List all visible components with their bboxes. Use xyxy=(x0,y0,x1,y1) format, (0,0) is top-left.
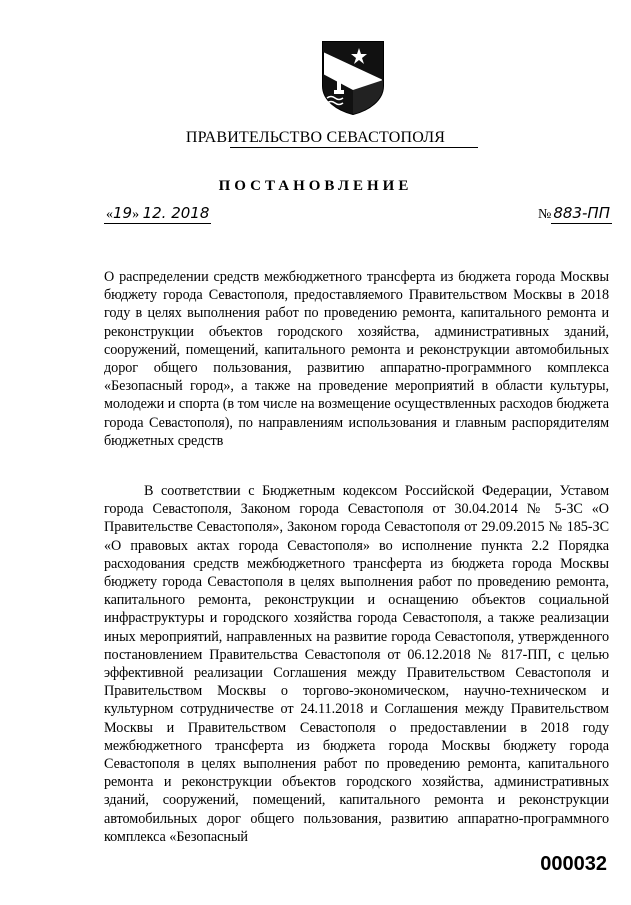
document-date xyxy=(104,204,211,224)
document-number xyxy=(538,204,612,224)
organization-underline xyxy=(230,147,478,148)
date-open-quote: « xyxy=(106,207,113,222)
page-number: 000032 xyxy=(540,853,607,875)
registration-line xyxy=(104,204,612,226)
document-subject: О распределении средств межбюджетного трансферта из бюджета города Москвы бюджету города Севастополя, предоставляемого Правительством Москвы в 2018 году в целях выполнения работ по проведению ремонта, капитального ремонта и реконструкции объектов городского хозяйства, административных зданий, сооружений, помещений, капитального ремонта и реконструкции автомобильных дорог общего пользования, развитию аппаратно-программного комплекса «Безопасный город», а также на проведение мероприятий в области культуры, молодежи и спорта (в том числе на возмещение осуществленных расходов бюджета города Севастополя), по направлениям использования и главным распорядителям бюджетных средств xyxy=(104,269,609,449)
organization-title: ПРАВИТЕЛЬСТВО СЕВАСТОПОЛЯ xyxy=(185,129,446,146)
date-close-quote: » xyxy=(132,207,140,222)
date-day-handwritten: 19 xyxy=(113,204,133,222)
number-label: № xyxy=(538,207,552,222)
body-paragraph: В соответствии с Бюджетным кодексом Российской Федерации, Уставом города Севастополя, Законом города Севастополя от 30.04.2014 № 5-ЗС «О Правительстве Севастополя», Законом города Севастополя от 29.09.2015 № 185-ЗС «О правовых актах города Севастополя» во исполнение пункта 2.2 Порядка расходования средств межбюджетного трансферта из бюджета города Москвы бюджету города Севастополя в целях выполнения работ по проведению ремонта, капитального ремонта, реконструкции и оснащению объектов социальной инфраструктуры и городского хозяйства города Севастополя, а также реализации иных мероприятий, направленных на развитие города Севастополя, утвержденного постановлением Правительства Севастополя от 06.12.2018 № 817-ПП, с целью эффективной реализации Соглашения между Правительством Севастополя и Правительством Москвы о торгово-экономическом, научно-техническом и культурном сотрудничестве от 24.11.2018 и Соглашения между Правительством Москвы и Правительством Севастополя о предоставлении в 2018 году межбюджетного трансферта из бюджета города Москвы бюджету города Севастополя в целях выполнения работ по проведению ремонта, капитального ремонта и реконструкции объектов городского хозяйства, административных зданий, сооружений, помещений, капитального ремонта и реконструкции автомобильных дорог общего пользования, развитию аппаратно-программного комплекса «Безопасный xyxy=(104,483,609,845)
number-value-handwritten: 883-ПП xyxy=(553,204,610,222)
document-type-heading: ПОСТАНОВЛЕНИЕ xyxy=(218,178,413,194)
sevastopol-coat-of-arms-icon xyxy=(321,40,385,116)
date-month-year-handwritten: 12. 2018 xyxy=(142,204,210,222)
